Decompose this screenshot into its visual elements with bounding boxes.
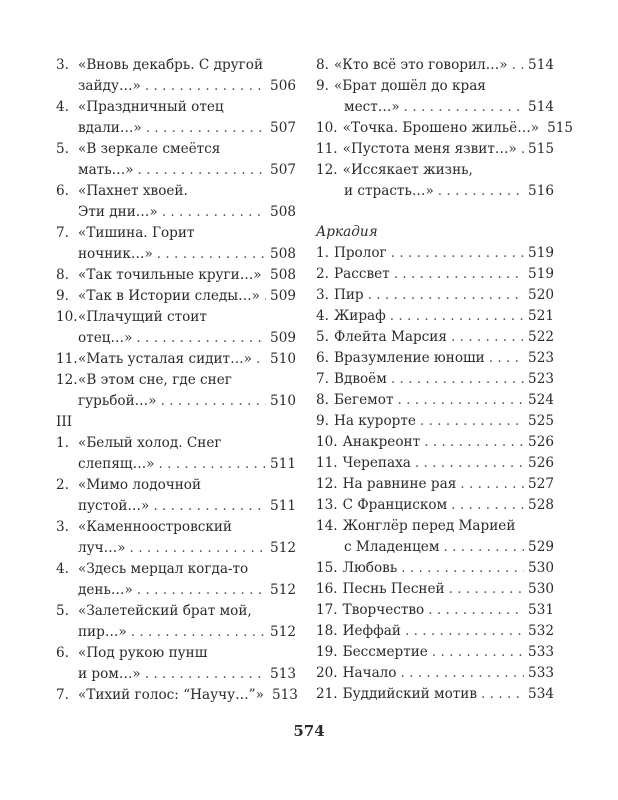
entry-number: 12.	[316, 476, 338, 492]
entry-page-number: 507	[270, 162, 296, 178]
entry-title: «Кто всё это говорил…»	[333, 57, 508, 73]
entry-number: 4.	[56, 561, 69, 577]
toc-entry-line	[56, 349, 296, 370]
entry-number: 6.	[56, 183, 69, 199]
dot-leader	[420, 411, 524, 432]
entry-number: 3.	[316, 287, 329, 303]
toc-entry	[56, 559, 296, 601]
entry-title: На курорте	[333, 413, 416, 429]
entry-number: 9.	[316, 78, 329, 94]
dot-leader	[162, 202, 266, 223]
entry-title: пустой…»	[78, 498, 150, 514]
entry-number: 7.	[316, 371, 329, 387]
toc-right-column	[316, 55, 574, 705]
entry-page-number: 516	[528, 183, 554, 199]
toc-entry	[56, 181, 296, 223]
toc-left-list-a	[56, 55, 296, 412]
toc-entry-line	[316, 348, 554, 369]
entry-title: «Вновь декабрь. С другой	[78, 57, 264, 73]
toc-entry	[316, 684, 554, 705]
page-number: 574	[293, 722, 325, 740]
toc-entry-line	[56, 559, 296, 580]
entry-page-number: 508	[270, 267, 296, 283]
entry-title: Бессмертие	[342, 644, 428, 660]
entry-title: Эти дни…»	[78, 204, 158, 220]
entry-number: 8.	[316, 57, 329, 73]
entry-number: 12.	[56, 372, 78, 388]
entry-number: 5.	[56, 141, 69, 157]
entry-page-number: 511	[270, 498, 296, 514]
toc-entry-line	[56, 181, 296, 202]
entry-number: 6.	[316, 350, 329, 366]
entry-title: вдали…»	[78, 120, 142, 136]
toc-entry	[316, 474, 554, 495]
entry-page-number: 528	[528, 497, 554, 513]
dot-leader	[390, 306, 524, 327]
dot-leader	[489, 348, 524, 369]
entry-page-number: 512	[270, 582, 296, 598]
entry-title: мать…»	[78, 162, 134, 178]
toc-entry-line	[56, 580, 296, 601]
entry-number: 2.	[56, 477, 69, 493]
entry-page-number: 526	[528, 434, 554, 450]
dot-leader	[391, 243, 524, 264]
toc-entry	[316, 118, 574, 139]
section-title-arkadia: Аркадия	[316, 224, 378, 240]
entry-number: 3.	[56, 57, 69, 73]
dot-leader	[401, 663, 525, 684]
dot-leader	[451, 327, 524, 348]
dot-leader	[131, 622, 266, 643]
toc-entry-line	[56, 286, 296, 307]
entry-page-number: 514	[528, 57, 554, 73]
toc-entry-line	[316, 97, 554, 118]
dot-leader	[443, 537, 524, 558]
entry-page-number: 512	[270, 624, 296, 640]
entry-page-number: 526	[528, 455, 554, 471]
toc-entry	[56, 643, 296, 685]
toc-entry	[56, 286, 296, 307]
entry-page-number: 510	[270, 393, 296, 409]
entry-page-number: 512	[270, 540, 296, 556]
entry-page-number: 519	[528, 245, 554, 261]
entry-page-number: 525	[528, 413, 554, 429]
entry-title: «Мимо лодочной	[78, 477, 202, 493]
toc-entry	[316, 432, 554, 453]
entry-title: «Иссякает жизнь,	[342, 162, 473, 178]
toc-entry	[316, 642, 554, 663]
entry-page-number: 521	[528, 308, 554, 324]
toc-entry-line	[316, 558, 554, 579]
entry-number: 9.	[316, 413, 329, 429]
section-title-iii: III	[56, 414, 73, 430]
entry-title: с Младенцем	[344, 539, 440, 555]
dot-leader	[460, 474, 524, 495]
toc-entry-line	[316, 285, 554, 306]
entry-title: Жонглёр перед Марией	[342, 518, 516, 534]
toc-entry-line	[56, 244, 296, 265]
entry-title: мест…»	[344, 99, 400, 115]
entry-title: «Праздничный отец	[78, 99, 224, 115]
entry-title: «Под рукою пунш	[78, 645, 208, 661]
dot-leader	[521, 139, 524, 160]
entry-title: С Франциском	[342, 497, 448, 513]
toc-entry-line	[316, 390, 554, 411]
toc-entry	[56, 601, 296, 643]
entry-number: 11.	[56, 351, 78, 367]
entry-page-number: 527	[528, 476, 554, 492]
entry-title: Творчество	[342, 602, 425, 618]
toc-left-column	[56, 55, 296, 706]
toc-entry	[316, 390, 554, 411]
dot-leader	[481, 684, 524, 705]
entry-title: отец…»	[78, 330, 133, 346]
toc-entry	[316, 369, 554, 390]
toc-entry	[316, 76, 554, 118]
entry-title: «Каменноостровский	[78, 519, 232, 535]
entry-number: 13.	[316, 497, 338, 513]
entry-title: «Тишина. Горит	[78, 225, 195, 241]
toc-entry-line	[56, 454, 296, 475]
entry-number: 2.	[316, 266, 329, 282]
toc-entry-line	[316, 76, 554, 97]
dot-leader	[404, 97, 524, 118]
entry-number: 10.	[316, 434, 338, 450]
toc-entry	[56, 265, 296, 286]
entry-title: «Залетейский брат мой,	[78, 603, 252, 619]
entry-page-number: 520	[528, 287, 554, 303]
entry-title: «Белый холод. Снег	[78, 435, 222, 451]
entry-number: 10.	[56, 309, 78, 325]
toc-right-list-a	[316, 55, 574, 202]
dot-leader	[405, 621, 524, 642]
toc-entry-line	[56, 223, 296, 244]
dot-leader	[438, 181, 524, 202]
entry-title: Иеффай	[342, 623, 401, 639]
entry-number: 4.	[56, 99, 69, 115]
toc-entry-line	[316, 181, 554, 202]
toc-entry	[56, 307, 296, 349]
entry-page-number: 523	[528, 371, 554, 387]
entry-title: Буддийский мотив	[342, 686, 478, 702]
toc-entry	[316, 306, 554, 327]
toc-entry	[316, 558, 554, 579]
toc-entry	[316, 495, 554, 516]
toc-entry-line	[56, 685, 296, 706]
entry-title: «Мать усталая сидит…»	[78, 351, 252, 367]
entry-page-number: 522	[528, 329, 554, 345]
toc-entry	[56, 223, 296, 265]
dot-leader	[428, 600, 524, 621]
entry-title: Вразумление юноши	[333, 350, 485, 366]
entry-title: ночник…»	[78, 246, 153, 262]
entry-number: 15.	[316, 560, 338, 576]
toc-entry-line	[56, 265, 296, 286]
entry-number: 11.	[316, 455, 338, 471]
entry-title: Пролог	[333, 245, 387, 261]
toc-entry-line	[56, 664, 296, 685]
entry-title: Любовь	[342, 560, 398, 576]
entry-page-number: 519	[528, 266, 554, 282]
entry-title: Бегемот	[333, 392, 394, 408]
toc-entry-line	[56, 622, 296, 643]
entry-page-number: 531	[528, 602, 554, 618]
entry-number: 12.	[316, 162, 338, 178]
entry-title: Жираф	[333, 308, 386, 324]
toc-entry-line	[56, 517, 296, 538]
entry-title: день…»	[78, 582, 133, 598]
entry-title: «В зеркале смеётся	[78, 141, 221, 157]
toc-entry-line	[316, 684, 554, 705]
entry-page-number: 534	[528, 686, 554, 702]
toc-entry	[316, 243, 554, 264]
entry-page-number: 509	[270, 288, 296, 304]
dot-leader	[432, 642, 524, 663]
toc-entry-line	[316, 516, 554, 537]
toc-entry	[316, 348, 554, 369]
toc-entry-line	[56, 202, 296, 223]
entry-title: «Так точильные круги…»	[78, 267, 262, 283]
dot-leader	[449, 579, 524, 600]
dot-leader	[146, 118, 266, 139]
toc-entry	[56, 433, 296, 475]
toc-entry-line	[56, 160, 296, 181]
toc-entry-line	[56, 538, 296, 559]
entry-page-number: 509	[270, 330, 296, 346]
dot-leader	[451, 495, 524, 516]
entry-title: Черепаха	[342, 455, 411, 471]
dot-leader	[397, 390, 524, 411]
dot-leader	[415, 453, 524, 474]
entry-page-number: 507	[270, 120, 296, 136]
entry-page-number: 514	[528, 99, 554, 115]
entry-page-number: 515	[547, 120, 574, 136]
entry-title: «Так в Истории следы…»	[78, 288, 260, 304]
entry-title: зайду…»	[78, 78, 141, 94]
entry-number: 7.	[56, 687, 69, 703]
toc-entry-line	[316, 306, 554, 327]
toc-entry	[316, 55, 554, 76]
entry-page-number: 530	[528, 560, 554, 576]
entry-page-number: 508	[270, 246, 296, 262]
entry-number: 17.	[316, 602, 338, 618]
toc-entry-line	[316, 369, 554, 390]
toc-entry	[316, 600, 554, 621]
entry-number: 19.	[316, 644, 338, 660]
entry-title: Рассвет	[333, 266, 390, 282]
toc-entry	[316, 411, 554, 432]
entry-page-number: 511	[270, 456, 296, 472]
toc-entry-line	[56, 307, 296, 328]
toc-entry	[56, 370, 296, 412]
entry-number: 1.	[56, 435, 69, 451]
toc-entry-line	[56, 391, 296, 412]
entry-title: и ром…»	[78, 666, 141, 682]
toc-entry	[316, 621, 554, 642]
entry-page-number: 533	[528, 644, 554, 660]
toc-entry-line	[56, 55, 296, 76]
dot-leader	[138, 160, 267, 181]
dot-leader	[145, 664, 266, 685]
toc-entry	[316, 264, 554, 285]
entry-page-number: 508	[270, 204, 296, 220]
dot-leader	[512, 55, 524, 76]
entry-number: 10.	[316, 120, 338, 136]
dot-leader	[137, 580, 266, 601]
toc-entry-line	[316, 264, 554, 285]
toc-entry	[56, 97, 296, 139]
toc-entry	[56, 55, 296, 97]
toc-entry-line	[316, 55, 554, 76]
toc-entry-line	[56, 601, 296, 622]
dot-leader	[161, 391, 266, 412]
toc-entry-line	[316, 411, 554, 432]
toc-entry-line	[56, 97, 296, 118]
entry-number: 5.	[56, 603, 69, 619]
toc-entry-line	[316, 495, 554, 516]
entry-title: «Пахнет хвоей.	[78, 183, 188, 199]
toc-entry-line	[56, 433, 296, 454]
toc-entry	[316, 663, 554, 684]
entry-number: 1.	[316, 245, 329, 261]
toc-entry-line	[316, 160, 554, 181]
toc-entry-line	[56, 496, 296, 517]
toc-entry-line	[316, 579, 554, 600]
toc-entry	[316, 579, 554, 600]
toc-entry	[56, 475, 296, 517]
toc-entry	[316, 285, 554, 306]
entry-title: луч…»	[78, 540, 126, 556]
entry-number: 21.	[316, 686, 338, 702]
toc-left-list-b	[56, 433, 296, 706]
dot-leader	[157, 244, 266, 265]
entry-title: Песнь Песней	[342, 581, 445, 597]
toc-entry-line	[316, 621, 554, 642]
toc-entry	[316, 139, 554, 160]
toc-entry-line	[316, 537, 554, 558]
toc-entry	[316, 327, 554, 348]
dot-leader	[145, 76, 266, 97]
entry-number: 6.	[56, 645, 69, 661]
entry-page-number: 510	[270, 351, 296, 367]
toc-entry-line	[56, 475, 296, 496]
toc-entry-line	[56, 139, 296, 160]
entry-title: Пир	[333, 287, 364, 303]
entry-number: 14.	[316, 518, 338, 534]
entry-title: слепящ…»	[78, 456, 155, 472]
toc-entry-line	[316, 474, 554, 495]
entry-title: «Пустота меня язвит…»	[342, 141, 517, 157]
dot-leader	[136, 328, 266, 349]
dot-leader	[153, 496, 266, 517]
entry-page-number: 515	[528, 141, 554, 157]
dot-leader	[391, 369, 524, 390]
dot-leader	[424, 432, 524, 453]
toc-entry-line	[56, 643, 296, 664]
toc-entry-line	[316, 600, 554, 621]
toc-entry-line	[316, 663, 554, 684]
dot-leader	[130, 538, 267, 559]
entry-number: 11.	[316, 141, 338, 157]
toc-entry-line	[316, 453, 554, 474]
toc-right-list-b	[316, 243, 554, 705]
toc-entry-line	[316, 243, 554, 264]
entry-page-number: 532	[528, 623, 554, 639]
entry-page-number: 513	[270, 666, 296, 682]
entry-title: Флейта Марсия	[333, 329, 447, 345]
entry-page-number: 529	[528, 539, 554, 555]
toc-entry-line	[56, 76, 296, 97]
toc-entry-line	[56, 118, 296, 139]
dot-leader	[394, 264, 524, 285]
entry-title: и страсть…»	[344, 183, 434, 199]
entry-number: 18.	[316, 623, 338, 639]
toc-entry-line	[316, 118, 574, 139]
dot-leader	[264, 286, 266, 307]
toc-entry	[316, 160, 554, 202]
toc-entry-line	[316, 327, 554, 348]
toc-entry	[56, 517, 296, 559]
entry-title: «Тихий голос: “Научу…”»	[78, 687, 264, 703]
toc-entry	[56, 349, 296, 370]
entry-number: 9.	[56, 288, 69, 304]
entry-number: 4.	[316, 308, 329, 324]
entry-number: 3.	[56, 519, 69, 535]
toc-entry-line	[316, 139, 554, 160]
entry-title: пир…»	[78, 624, 127, 640]
entry-title: «Брат дошёл до края	[333, 78, 486, 94]
entry-title: Начало	[342, 665, 397, 681]
toc-entry	[56, 139, 296, 181]
entry-page-number: 513	[271, 687, 298, 703]
toc-entry	[316, 516, 554, 558]
toc-entry	[316, 453, 554, 474]
entry-title: «Плачущий стоит	[78, 309, 207, 325]
entry-page-number: 533	[528, 665, 554, 681]
entry-title: Вдвоём	[333, 371, 387, 387]
toc-entry-line	[56, 370, 296, 391]
entry-title: На равнине рая	[342, 476, 457, 492]
dot-leader	[256, 349, 266, 370]
entry-title: гурьбой…»	[78, 393, 157, 409]
entry-number: 16.	[316, 581, 338, 597]
entry-page-number: 506	[270, 78, 296, 94]
dot-leader	[368, 285, 524, 306]
entry-title: Анакреонт	[342, 434, 421, 450]
entry-title: «Здесь мерцал когда-то	[78, 561, 249, 577]
toc-entry-line	[56, 328, 296, 349]
entry-page-number: 530	[528, 581, 554, 597]
entry-number: 5.	[316, 329, 329, 345]
entry-page-number: 523	[528, 350, 554, 366]
entry-title: «Точка. Брошено жильё…»	[342, 120, 540, 136]
entry-number: 8.	[316, 392, 329, 408]
dot-leader	[158, 454, 266, 475]
dot-leader	[401, 558, 524, 579]
toc-entry-line	[316, 642, 554, 663]
toc-entry-line	[316, 432, 554, 453]
entry-number: 20.	[316, 665, 338, 681]
entry-number: 8.	[56, 267, 69, 283]
entry-title: «В этом сне, где снег	[78, 372, 232, 388]
entry-page-number: 524	[528, 392, 554, 408]
entry-number: 7.	[56, 225, 69, 241]
toc-entry	[56, 685, 296, 706]
